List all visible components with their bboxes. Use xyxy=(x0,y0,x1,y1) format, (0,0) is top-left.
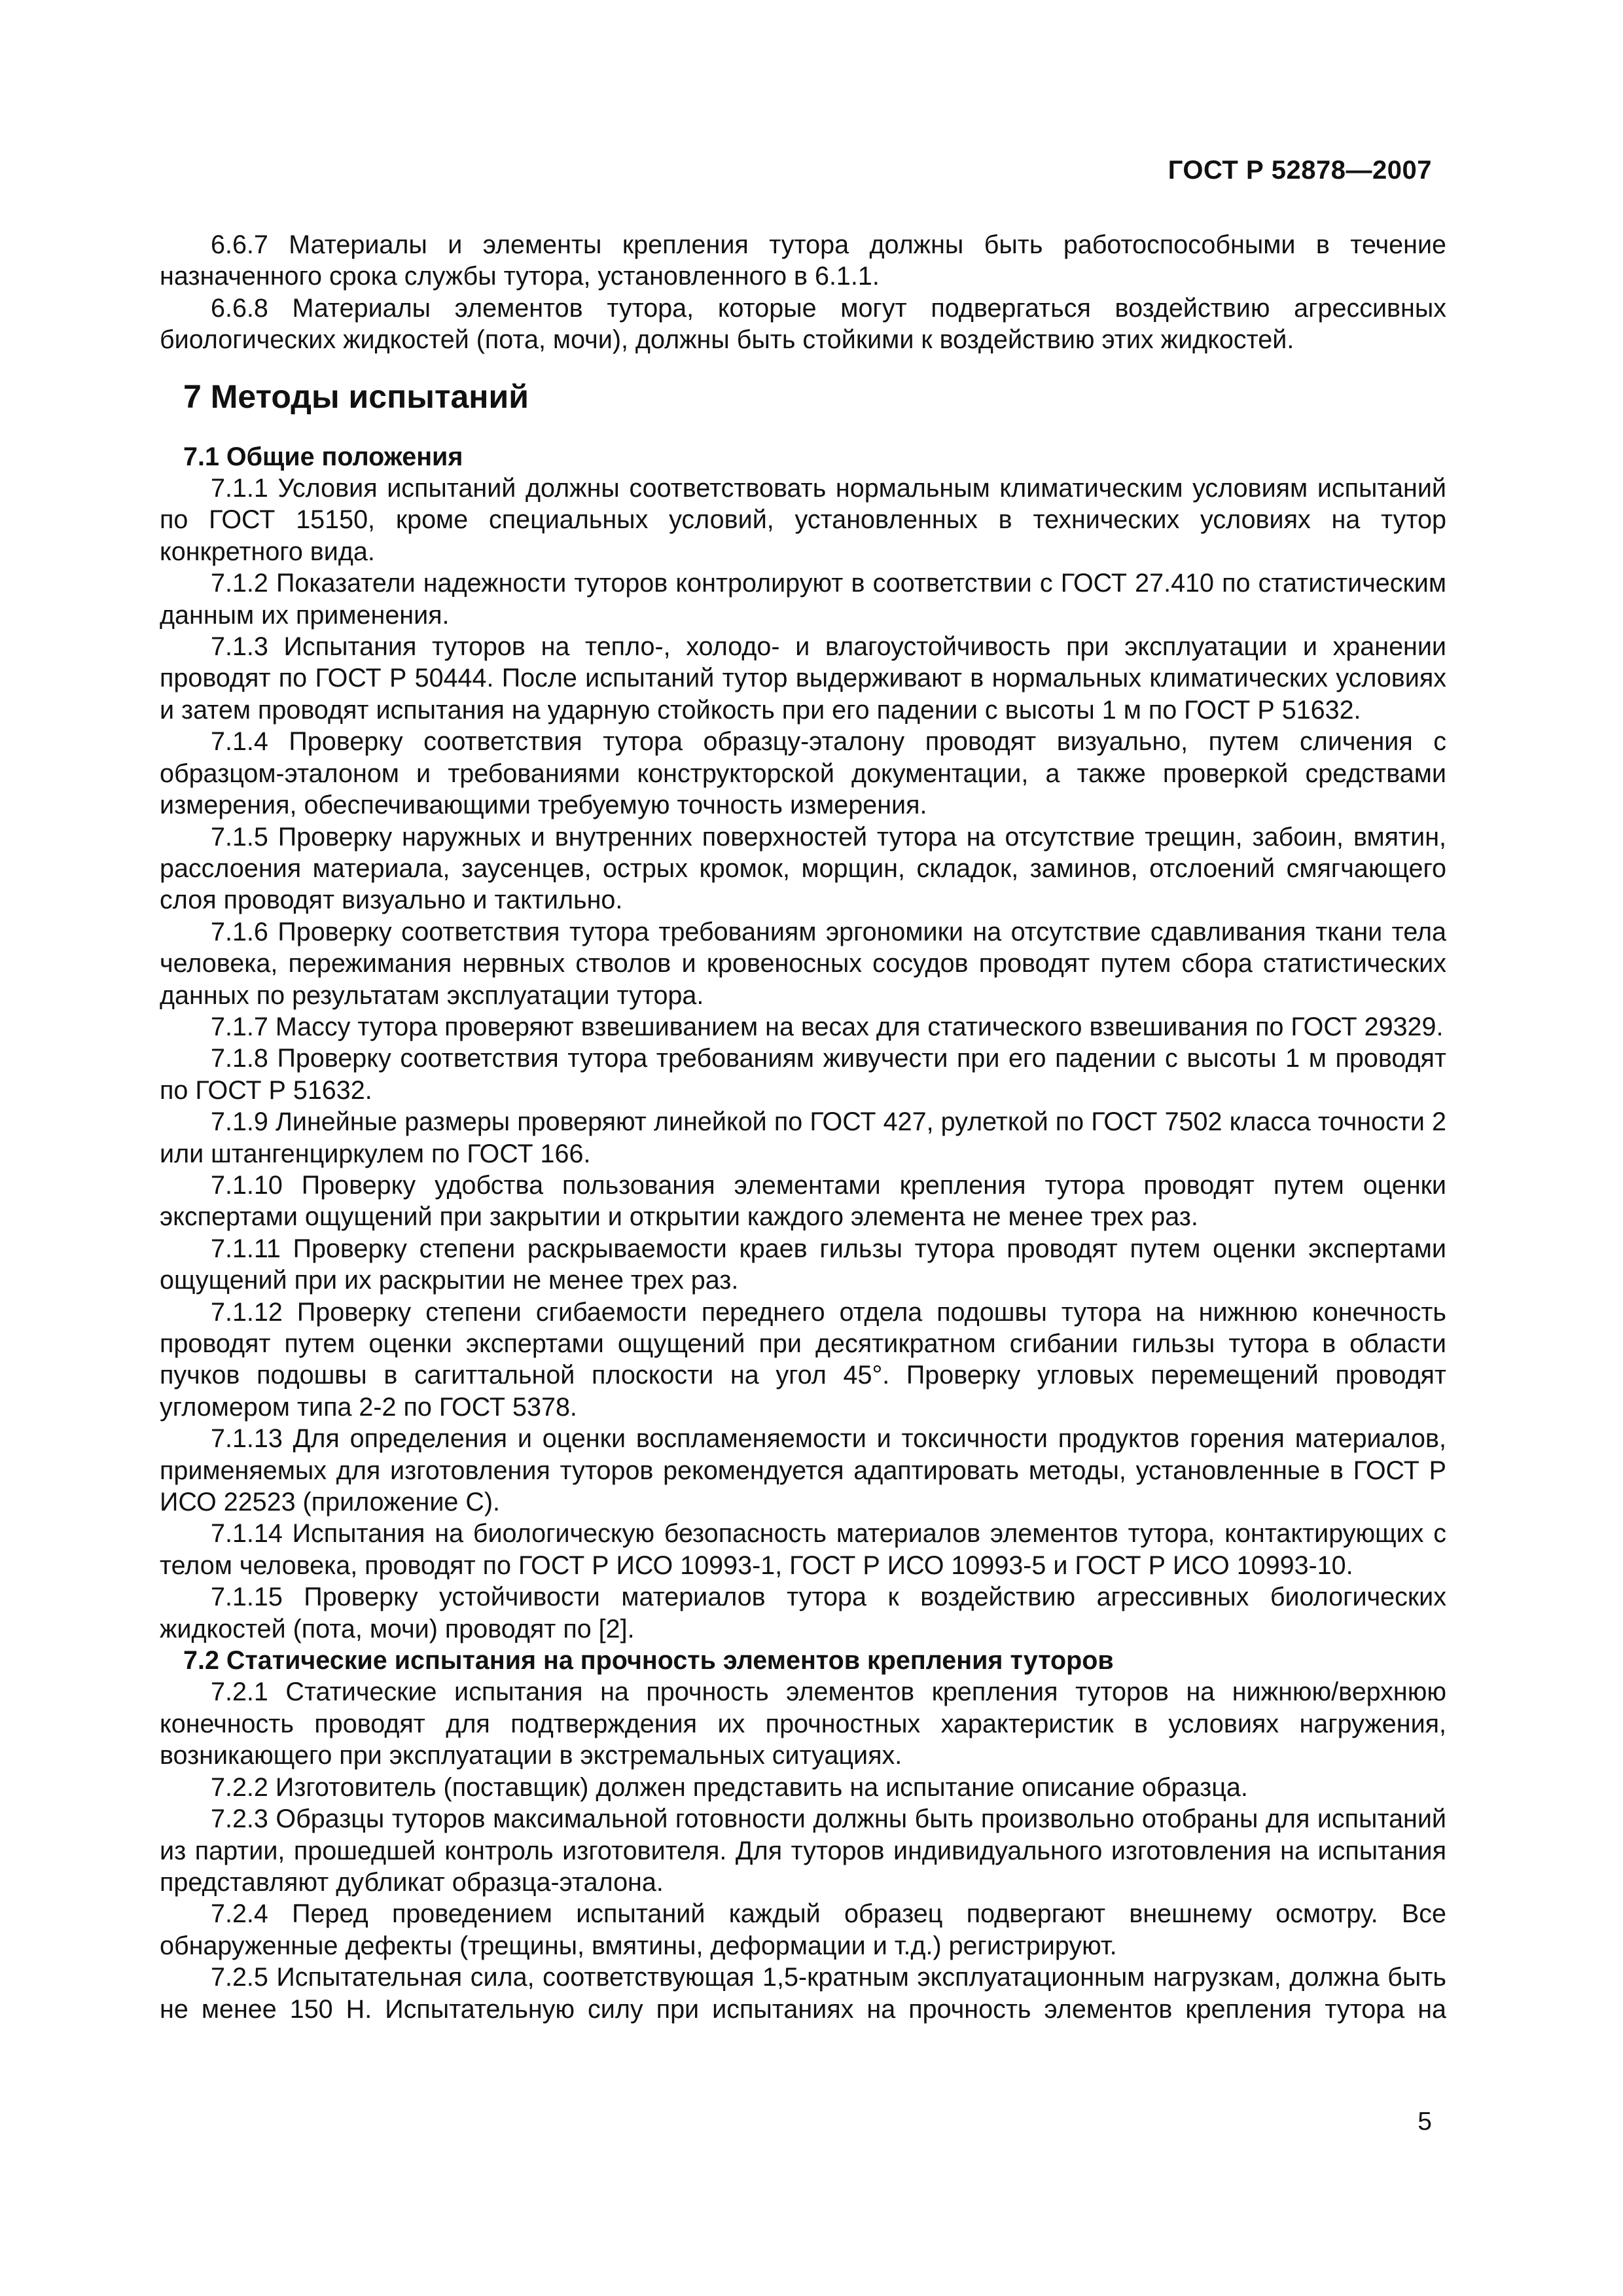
paragraph-7-2-4: 7.2.4 Перед проведением испытаний каждый образец подвергают внешнему осмотру. Все обнаруженные дефекты (трещины, вмятины, деформации и т.д.) регистрируют. xyxy=(160,1899,1446,1960)
paragraph-7-1-13: 7.1.13 Для определения и оценки воспламеняемости и токсичности продуктов горения материалов, применяемых для изготовления туторов рекомендуется адаптировать методы, установленные в ГОСТ Р ИСО 22523 (приложение С). xyxy=(160,1424,1446,1517)
paragraph-7-1-9: 7.1.9 Линейные размеры проверяют линейкой по ГОСТ 427, рулеткой по ГОСТ 7502 класса точности 2 или штангенциркулем по ГОСТ 166. xyxy=(160,1107,1446,1168)
paragraph-7-1-6: 7.1.6 Проверку соответствия тутора требованиям эргономики на отсутствие сдавливания ткани тела человека, пережимания нервных стволов и кровеносных сосудов проводят путем сбора статистических данных по результатам эксплуатации тутора. xyxy=(160,917,1446,1010)
paragraph-7-2-2: 7.2.2 Изготовитель (поставщик) должен представить на испытание описание образца. xyxy=(211,1772,1248,1802)
page-number: 5 xyxy=(1418,2108,1432,2136)
paragraph-7-1-1: 7.1.1 Условия испытаний должны соответствовать нормальным климатическим условиям испытаний по ГОСТ 15150, кроме специальных условий, установленных в технических условиях на тутор конкретного вида. xyxy=(160,474,1446,566)
paragraph-7-1-12: 7.1.12 Проверку степени сгибаемости переднего отдела подошвы тутора на нижнюю конечность проводят путем оценки экспертами ощущений при десятикратном сгибании гильзы тутора в области пучков подошвы в сагиттальной плоскости на угол 45°. Проверку угловых перемещений проводят угломером типа 2-2 по ГОСТ 5378. xyxy=(160,1297,1446,1422)
paragraph-7-1-14: 7.1.14 Испытания на биологическую безопасность материалов элементов тутора, контактирующих с телом человека, проводят по ГОСТ Р ИСО 10993-1, ГОСТ Р ИСО 10993-5 и ГОСТ Р ИСО 10993-10. xyxy=(160,1519,1446,1580)
subsection-heading-7-1: 7.1 Общие положения xyxy=(183,442,463,471)
section-heading-7: 7 Методы испытаний xyxy=(183,378,529,415)
paragraph-7-1-10: 7.1.10 Проверку удобства пользования элементами крепления тутора проводят путем оценки экспертами ощущений при закрытии и открытии каждого элемента не менее трех раз. xyxy=(160,1170,1446,1232)
paragraph-7-2-1: 7.2.1 Статические испытания на прочность элементов крепления туторов на нижнюю/верхнюю конечность проводят для подтверждения их прочностных характеристик в условиях нагружения, возникающего при эксплуатации в экстремальных ситуациях. xyxy=(160,1677,1446,1770)
paragraph-7-2-3: 7.2.3 Образцы туторов максимальной готовности должны быть произвольно отобраны для испытаний из партии, прошедшей контроль изготовителя. Для туторов индивидуального изготовления на испытания представляют дубликат образца-эталона. xyxy=(160,1804,1446,1897)
paragraph-7-1-15: 7.1.15 Проверку устойчивости материалов тутора к воздействию агрессивных биологических жидкостей (пота, мочи) проводят по [2]. xyxy=(160,1583,1446,1643)
paragraph-7-1-8: 7.1.8 Проверку соответствия тутора требованиям живучести при его падении с высоты 1 м проводят по ГОСТ Р 51632. xyxy=(160,1044,1446,1105)
paragraph-7-1-2: 7.1.2 Показатели надежности туторов контролируют в соответствии с ГОСТ 27.410 по статистическим данным их применения. xyxy=(160,569,1446,630)
document-body xyxy=(160,229,1446,2025)
paragraph-7-1-7: 7.1.7 Массу тутора проверяют взвешиванием на весах для статического взвешивания по ГОСТ 29329. xyxy=(211,1012,1444,1041)
paragraph-6-6-8: 6.6.8 Материалы элементов тутора, которые могут подвергаться воздействию агрессивных биологических жидкостей (пота, мочи), должны быть стойкими к воздействию этих жидкостей. xyxy=(160,293,1446,355)
paragraph-7-1-5: 7.1.5 Проверку наружных и внутренних поверхностей тутора на отсутствие трещин, забоин, вмятин, расслоения материала, заусенцев, острых кромок, морщин, складок, заминов, отслоений смягчающего слоя проводят визуально и тактильно. xyxy=(160,822,1446,915)
paragraph-7-2-5: 7.2.5 Испытательная сила, соответствующая 1,5-кратным эксплуатационным нагрузкам, должна быть не менее 150 Н. Испытательную силу при испытаниях на прочность элементов крепления тутора на xyxy=(160,1963,1446,2024)
paragraph-7-1-4: 7.1.4 Проверку соответствия тутора образцу-эталону проводят визуально, путем сличения с образцом-эталоном и требованиями конструкторской документации, а также проверкой средствами измерения, обеспечивающими требуемую точность измерения. xyxy=(160,727,1446,820)
paragraph-6-6-7: 6.6.7 Материалы и элементы крепления тутора должны быть работоспособными в течение назначенного срока службы тутора, установленного в 6.1.1. xyxy=(160,230,1446,291)
paragraph-7-1-11: 7.1.11 Проверку степени раскрываемости краев гильзы тутора проводят путем оценки экспертами ощущений при их раскрытии не менее трех раз. xyxy=(160,1234,1446,1295)
document-code: ГОСТ Р 52878—2007 xyxy=(1168,156,1432,185)
subsection-heading-7-2: 7.2 Статические испытания на прочность элементов крепления туторов xyxy=(183,1646,1114,1676)
paragraph-7-1-3: 7.1.3 Испытания туторов на тепло-, холодо- и влагоустойчивость при эксплуатации и хранении проводят по ГОСТ Р 50444. После испытаний тутор выдерживают в нормальных климатических условиях и затем проводят испытания на ударную стойкость при его падении с высоты 1 м по ГОСТ Р 51632. xyxy=(160,632,1446,725)
